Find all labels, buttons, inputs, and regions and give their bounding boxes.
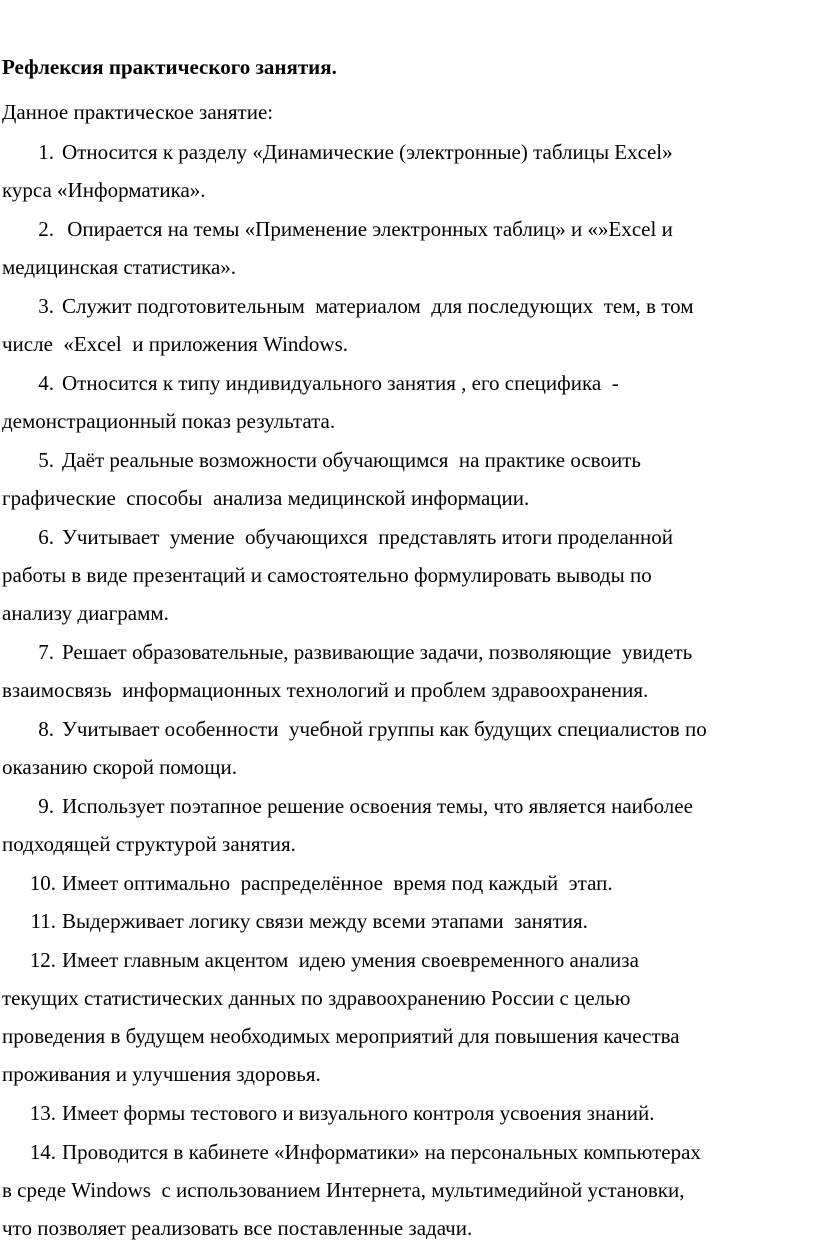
list-item-text-line: Относится к типу индивидуального занятия , его специфика - xyxy=(62,371,619,395)
list-item-number: 6. xyxy=(38,525,54,549)
list-item-number: 5. xyxy=(38,448,54,472)
list-item-text-line: Выдерживает логику связи между всеми этапами занятия. xyxy=(62,909,588,933)
list-item-text-line: графические способы анализа медицинской информации. xyxy=(2,486,530,510)
document-title: Рефлексия практического занятия. xyxy=(2,55,337,79)
list-item-number: 8. xyxy=(38,717,54,741)
list-item-number: 10. xyxy=(29,871,56,895)
list-item-text-line: что позволяет реализовать все поставленные задачи. xyxy=(2,1216,473,1240)
list-item-text-line: работы в виде презентаций и самостоятельно формулировать выводы по xyxy=(2,563,652,587)
list-item-text-line: Учитывает особенности учебной группы как будущих специалистов по xyxy=(62,717,707,741)
list-item-text-line: подходящей структурой занятия. xyxy=(2,832,296,856)
list-item-text-line: Использует поэтапное решение освоения темы, что является наиболее xyxy=(62,794,693,818)
list-item-text-line: проживания и улучшения здоровья. xyxy=(2,1062,321,1086)
list-item-text-line: демонстрационный показ результата. xyxy=(2,409,336,433)
list-item-text-line: Относится к разделу «Динамические (электронные) таблицы Excel» xyxy=(62,140,673,164)
list-item-text-line: Служит подготовительным материалом для последующих тем, в том xyxy=(62,294,694,318)
list-item-text-line: Даёт реальные возможности обучающимся на практике освоить xyxy=(62,448,641,472)
list-item-text-line: текущих статистических данных по здравоохранению России с целью xyxy=(2,986,631,1010)
list-item-number: 3. xyxy=(38,294,54,318)
list-item-number: 14. xyxy=(29,1140,56,1164)
list-item-text-line: Имеет формы тестового и визуального контроля усвоения знаний. xyxy=(62,1101,655,1125)
list-item-text-line: взаимосвязь информационных технологий и проблем здравоохранения. xyxy=(2,678,649,702)
list-item-text-line: Имеет главным акцентом идею умения своевременного анализа xyxy=(62,948,639,972)
list-item-number: 9. xyxy=(38,794,54,818)
list-item-number: 4. xyxy=(38,371,54,395)
list-item-text-line: медицинская статистика». xyxy=(2,255,237,279)
list-item-text-line: числе «Excel и приложения Windows. xyxy=(2,332,348,356)
list-item-number: 11. xyxy=(30,909,56,933)
list-item-number: 7. xyxy=(38,640,54,664)
document-intro: Данное практическое занятие: xyxy=(2,100,274,124)
list-item-text-line: проведения в будущем необходимых мероприятий для повышения качества xyxy=(2,1024,680,1048)
list-item-number: 2. xyxy=(38,217,54,241)
list-item-text-line: Проводится в кабинете «Информатики» на персональных компьютерах xyxy=(62,1140,701,1164)
list-item-text-line: в среде Windows с использованием Интернета, мультимедийной установки, xyxy=(2,1178,685,1202)
list-item-text-line: Опирается на темы «Применение электронных таблиц» и «»Excel и xyxy=(62,217,673,241)
list-item-text-line: оказанию скорой помощи. xyxy=(2,755,237,779)
list-item-number: 1. xyxy=(38,140,54,164)
list-item-text-line: Решает образовательные, развивающие задачи, позволяющие увидеть xyxy=(62,640,693,664)
list-item-text-line: курса «Информатика». xyxy=(2,178,206,202)
list-item-text-line: Имеет оптимально распределённое время под каждый этап. xyxy=(62,871,613,895)
list-item-text-line: Учитывает умение обучающихся представлять итоги проделанной xyxy=(62,525,673,549)
list-item-text-line: анализу диаграмм. xyxy=(2,601,169,625)
list-item-number: 13. xyxy=(29,1101,56,1125)
list-item-number: 12. xyxy=(29,948,56,972)
